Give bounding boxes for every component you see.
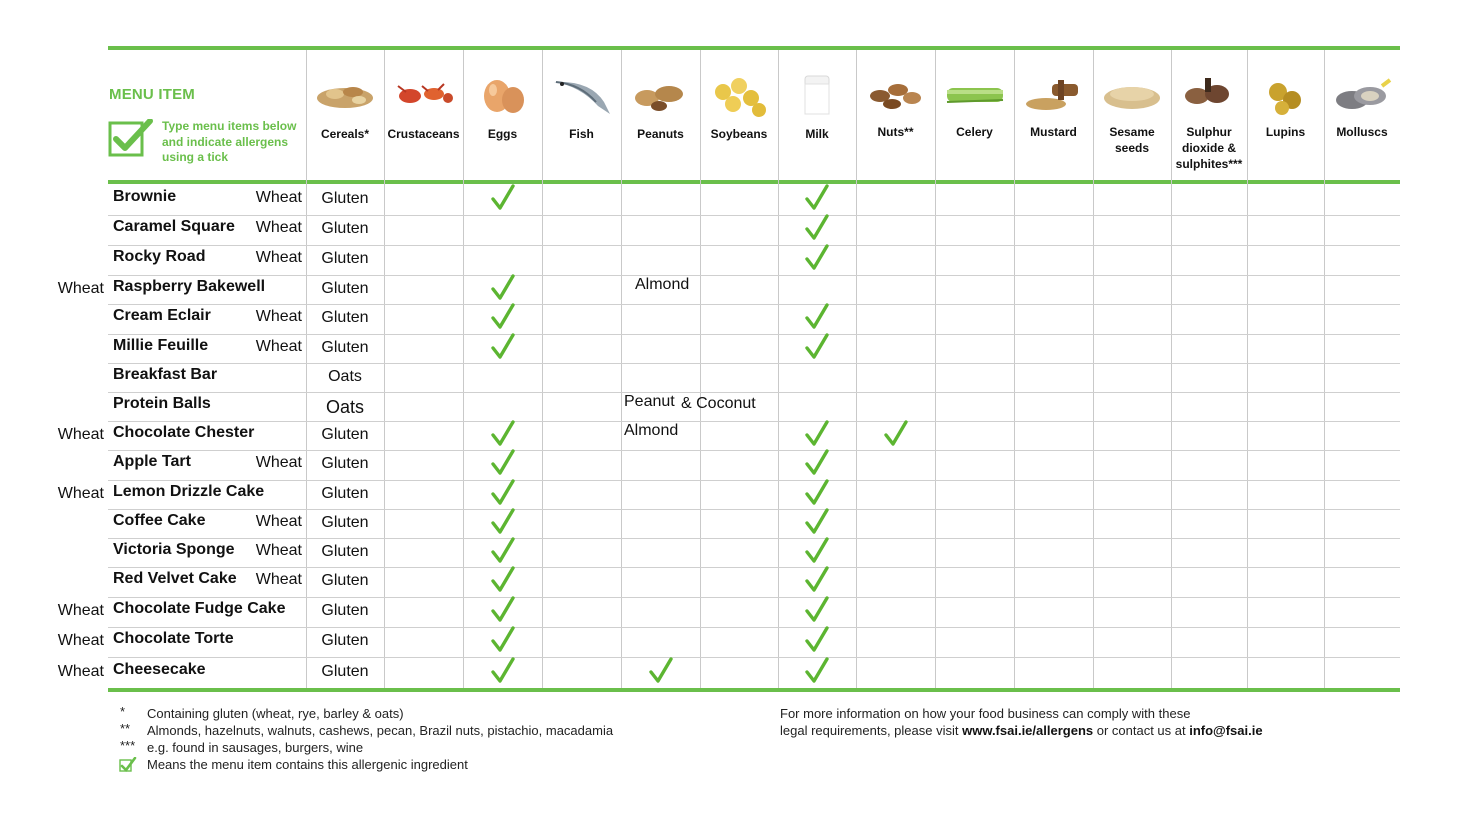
lupins-icon: [1254, 72, 1318, 118]
peanuts-icon: [629, 72, 693, 118]
column-header-label: Milk: [805, 127, 829, 141]
eggs-tick[interactable]: [490, 184, 516, 212]
column-header-label: Cereals*: [320, 127, 370, 141]
column-header-label: Sulphur dioxide & sulphites***: [1175, 125, 1243, 171]
menu-item-name[interactable]: Cheesecake: [113, 660, 206, 678]
wheat-note-left: Wheat: [57, 279, 104, 297]
row-divider: [108, 421, 1400, 422]
eggs-tick[interactable]: [490, 303, 516, 331]
row-divider: [108, 450, 1400, 451]
row-divider: [108, 480, 1400, 481]
bottom-rule: [108, 688, 1400, 692]
cereal-note[interactable]: Gluten: [321, 250, 369, 267]
menu-item-name[interactable]: Red Velvet Cake: [113, 570, 237, 587]
milk-tick[interactable]: [804, 214, 830, 242]
legend-tick-icon: [119, 757, 137, 773]
wheat-note: Wheat: [255, 189, 302, 206]
checkbox-tick-icon: [108, 119, 154, 157]
milk-tick[interactable]: [804, 626, 830, 654]
wheat-note: Wheat: [255, 219, 302, 236]
column-divider: [1324, 50, 1325, 688]
wheat-note: Wheat: [255, 512, 302, 530]
wheat-note: Wheat: [255, 308, 302, 325]
cereal-note[interactable]: Gluten: [321, 513, 369, 531]
column-header-label: Fish: [569, 127, 594, 141]
cereal-note[interactable]: Gluten: [321, 425, 369, 443]
peanuts-note[interactable]: Peanut: [624, 392, 675, 410]
menu-item-name[interactable]: Victoria Sponge: [113, 540, 235, 558]
menu-item-name[interactable]: Millie Feuille: [113, 336, 209, 354]
eggs-tick[interactable]: [490, 333, 516, 361]
milk-tick[interactable]: [804, 508, 830, 536]
column-divider: [384, 50, 385, 688]
eggs-icon: [471, 72, 535, 118]
wheat-note-left: Wheat: [57, 484, 104, 502]
milk-tick[interactable]: [804, 303, 830, 331]
footnote-text: Almonds, hazelnuts, walnuts, cashews, pecan, Brazil nuts, pistachio, macadamia: [147, 723, 614, 738]
cereal-note[interactable]: Gluten: [321, 455, 369, 472]
top-rule: [108, 46, 1400, 50]
eggs-tick[interactable]: [490, 596, 516, 624]
column-header-label: Eggs: [487, 127, 518, 141]
crustaceans-icon: [392, 72, 456, 118]
row-divider: [108, 363, 1400, 364]
fsai-allergens-link[interactable]: www.fsai.ie/allergens: [962, 723, 1094, 738]
celery-icon: [943, 72, 1007, 118]
column-header-label: Mustard: [1030, 125, 1077, 139]
header-rule: [108, 180, 1400, 184]
cereal-note[interactable]: Oats: [328, 367, 362, 385]
sulphites-icon: [1177, 72, 1241, 118]
menu-item-name[interactable]: Brownie: [113, 188, 177, 205]
soybeans-icon: [707, 72, 771, 118]
info-line-2: legal requirements, please visit www.fsai.ie/allergens or contact us at info@fsai.ie: [780, 723, 1263, 738]
cereal-note[interactable]: Gluten: [321, 632, 369, 649]
column-header-label: Sesame seeds: [1109, 125, 1155, 155]
column-header-label: Nuts**: [877, 125, 914, 139]
column-header-label: Molluscs: [1336, 125, 1388, 139]
menu-item-name[interactable]: Chocolate Fudge Cake: [113, 600, 286, 617]
cereal-note[interactable]: Gluten: [321, 542, 369, 560]
eggs-tick[interactable]: [490, 420, 516, 448]
cereal-note[interactable]: Gluten: [321, 338, 369, 356]
milk-icon: [785, 72, 849, 118]
milk-tick[interactable]: [804, 420, 830, 448]
row-divider: [108, 567, 1400, 568]
fsai-email-link[interactable]: info@fsai.ie: [1189, 723, 1263, 738]
cereal-note[interactable]: Oats: [325, 396, 364, 417]
milk-tick[interactable]: [804, 333, 830, 361]
peanuts-tick[interactable]: [648, 657, 674, 685]
milk-tick[interactable]: [804, 479, 830, 507]
footnote-text: Means the menu item contains this allergenic ingredient: [147, 757, 468, 772]
nuts-icon: [864, 72, 928, 118]
molluscs-icon: [1330, 72, 1394, 118]
wheat-note: Wheat: [255, 571, 302, 588]
column-divider: [1014, 50, 1015, 688]
wheat-note: Wheat: [255, 454, 302, 471]
fish-icon: [550, 72, 614, 118]
sesame-icon: [1100, 72, 1164, 118]
menu-item-title: MENU ITEM: [109, 86, 195, 103]
row-divider: [108, 509, 1400, 510]
cereal-note[interactable]: Gluten: [321, 220, 369, 237]
menu-item-name[interactable]: Cream Eclair: [113, 307, 211, 324]
wheat-note-left: Wheat: [57, 425, 104, 443]
eggs-tick[interactable]: [490, 537, 516, 565]
wheat-note: Wheat: [255, 249, 302, 266]
milk-tick[interactable]: [804, 184, 830, 212]
column-header-label: Celery: [956, 125, 993, 139]
wheat-note: Wheat: [255, 541, 302, 559]
peanuts-note[interactable]: Almond: [624, 421, 679, 439]
row-divider: [108, 245, 1400, 246]
row-divider: [108, 597, 1400, 598]
column-divider: [935, 50, 936, 688]
mustard-icon: [1022, 72, 1086, 118]
row-divider: [108, 215, 1400, 216]
row-divider: [108, 275, 1400, 276]
eggs-tick[interactable]: [490, 657, 516, 685]
wheat-note-left: Wheat: [57, 662, 104, 680]
footnote-mark: *: [120, 704, 126, 719]
footnote-mark: ***: [120, 738, 136, 753]
milk-tick[interactable]: [804, 657, 830, 685]
menu-item-name[interactable]: Coffee Cake: [113, 511, 206, 529]
menu-item-name[interactable]: Apple Tart: [113, 453, 191, 470]
menu-item-name[interactable]: Lemon Drizzle Cake: [113, 482, 265, 500]
wheat-note-left: Wheat: [57, 602, 104, 619]
cereal-note[interactable]: Gluten: [321, 190, 369, 207]
nuts-tick[interactable]: [883, 420, 909, 448]
eggs-tick[interactable]: [490, 626, 516, 654]
eggs-tick[interactable]: [490, 479, 516, 507]
cereal-note[interactable]: Gluten: [321, 279, 369, 297]
footnote-text: Containing gluten (wheat, rye, barley & oats): [147, 706, 404, 721]
eggs-tick[interactable]: [490, 449, 516, 477]
cereal-note[interactable]: Gluten: [321, 662, 369, 680]
column-header-label: Crustaceans: [387, 127, 460, 141]
menu-item-name[interactable]: Caramel Square: [113, 218, 235, 235]
milk-tick[interactable]: [804, 566, 830, 594]
cereal-note[interactable]: Gluten: [321, 484, 369, 502]
column-divider: [1247, 50, 1248, 688]
row-divider: [108, 627, 1400, 628]
footnote-mark: **: [120, 721, 131, 736]
column-divider: [778, 50, 779, 688]
peanuts-note[interactable]: Almond: [635, 275, 690, 293]
cereals-icon: [313, 72, 377, 118]
row-divider: [108, 392, 1400, 393]
column-divider: [856, 50, 857, 688]
milk-tick[interactable]: [804, 537, 830, 565]
row-divider: [108, 334, 1400, 335]
milk-tick[interactable]: [804, 596, 830, 624]
eggs-tick[interactable]: [490, 508, 516, 536]
wheat-note: Wheat: [255, 337, 302, 355]
column-header-label: Peanuts: [637, 127, 684, 141]
milk-tick[interactable]: [804, 449, 830, 477]
menu-item-name[interactable]: Chocolate Torte: [113, 630, 234, 647]
menu-item-name[interactable]: Chocolate Chester: [113, 423, 255, 441]
footnote-text: e.g. found in sausages, burgers, wine: [147, 740, 364, 755]
menu-item-name[interactable]: Rocky Road: [113, 248, 206, 265]
column-divider: [621, 50, 622, 688]
soybeans-note[interactable]: & Coconut: [681, 394, 756, 412]
cereal-note[interactable]: Gluten: [321, 602, 369, 619]
cereal-note[interactable]: Gluten: [321, 309, 369, 326]
column-divider: [463, 50, 464, 688]
row-divider: [108, 304, 1400, 305]
menu-item-hint: Type menu items below and indicate allergens using a tick: [162, 119, 297, 164]
column-divider: [700, 50, 701, 688]
cereal-note[interactable]: Gluten: [321, 572, 369, 589]
menu-item-name[interactable]: Breakfast Bar: [113, 365, 218, 383]
milk-tick[interactable]: [804, 244, 830, 272]
eggs-tick[interactable]: [490, 566, 516, 594]
column-divider: [542, 50, 543, 688]
wheat-note-left: Wheat: [57, 632, 104, 649]
info-line-1: For more information on how your food business can comply with these: [780, 706, 1191, 721]
menu-item-name[interactable]: Protein Balls: [113, 394, 211, 412]
eggs-tick[interactable]: [490, 274, 516, 302]
row-divider: [108, 657, 1400, 658]
column-header-label: Lupins: [1265, 125, 1306, 139]
row-divider: [108, 538, 1400, 539]
column-header-label: Soybeans: [710, 127, 768, 141]
menu-item-name[interactable]: Raspberry Bakewell: [113, 277, 266, 295]
